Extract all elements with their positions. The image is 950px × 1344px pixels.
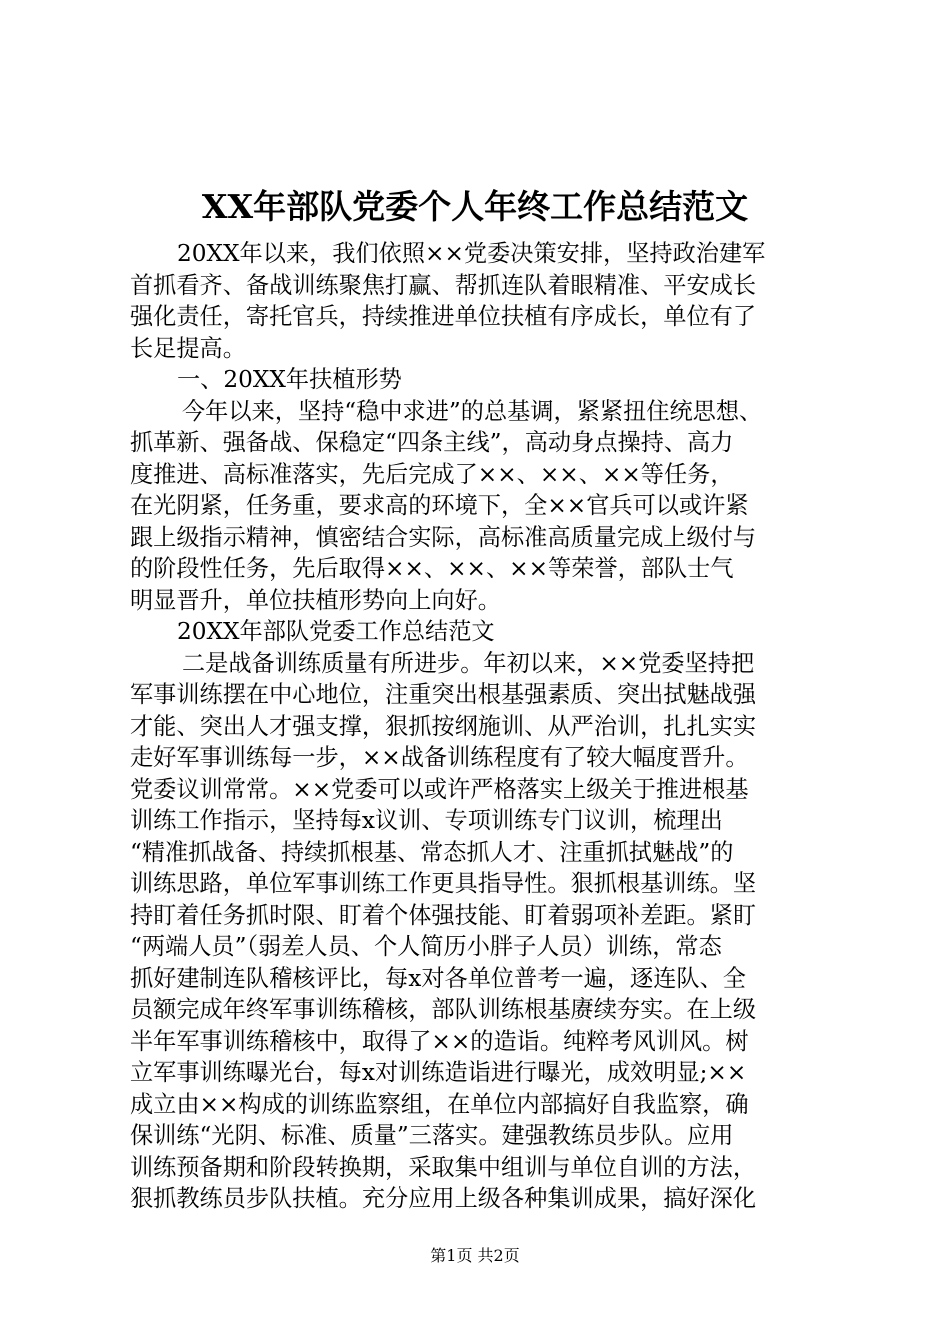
paragraph-line: 才能、突出人才强支撑，狠抓按纲施训、从严治训，扎扎实实 [130, 712, 757, 740]
paragraph-line: 二是战备训练质量有所进步。年初以来，××党委坚持把 [182, 649, 755, 677]
paragraph-line: 抓革新、强备战、保稳定“四条主线”，高动身点操持、高力 [130, 429, 734, 456]
paragraph-line: 走好军事训练每一步，××战备训练程度有了较大幅度晋升。 [130, 744, 749, 771]
page-number: 第1页 共2页 [430, 1246, 520, 1265]
paragraph-line: 保训练“光阴、标准、质量”三落实。建强教练员步队。应用 [130, 1122, 734, 1149]
paragraph-line: 今年以来，坚持“稳中求进”的总基调，紧紧扭住统思想、 [182, 397, 763, 425]
paragraph-line: 训练思路，单位军事训练工作更具指导性。狠抓根基训练。坚 [130, 870, 757, 897]
paragraph-line: 成立由××构成的训练监察组，在单位内部搞好自我监察，确 [130, 1090, 749, 1118]
paragraph-line: 首抓看齐、备战训练聚焦打赢、帮抓连队着眼精准、平安成长 [130, 271, 757, 299]
paragraph-line: 半年军事训练稽核中，取得了××的造诣。纯粹考风训风。树 [130, 1027, 749, 1055]
section-heading: 一、20XX年扶植形势 [177, 366, 402, 393]
paragraph-line: 度推进、高标准落实，先后完成了××、××、××等任务， [130, 460, 734, 488]
paragraph-line: 长足提高。 [130, 334, 246, 362]
section-heading: 20XX年部队党委工作总结范文 [177, 618, 495, 645]
paragraph-line: 抓好建制连队稽核评比，每x对各单位普考一遍，逐连队、全 [130, 964, 746, 992]
paragraph-line: “精准抓战备、持续抓根基、常态抓人才、注重抓拭魅战”的 [130, 838, 734, 866]
paragraph-line: 党委议训常常。××党委可以或许严格落实上级关于推进根基 [130, 775, 749, 803]
paragraph-line: 持盯着任务抓时限、盯着个体强技能、盯着弱项补差距。紧盯 [130, 901, 757, 929]
paragraph-line: 训练工作指示，坚持每x议训、专项训练专门议训，梳理出 [130, 807, 723, 834]
paragraph-line: 20XX年以来，我们依照××党委决策安排，坚持政治建军 [177, 240, 766, 267]
paragraph-line: 强化责任，寄托官兵，持续推进单位扶植有序成长，单位有了 [130, 303, 757, 330]
document-body [130, 238, 830, 1215]
document-title: XX年部队党委个人年终工作总结范文 [201, 187, 749, 226]
paragraph-line: 在光阴紧，任务重，要求高的环境下，全××官兵可以或许紧 [130, 492, 749, 519]
paragraph-line: 的阶段性任务，先后取得××、××、××等荣誉，部队士气 [130, 555, 734, 582]
paragraph-line: “两端人员”（弱差人员、个人简历小胖子人员）训练，常态 [130, 933, 722, 960]
paragraph-line: 立军事训练曝光台，每x对训练造诣进行曝光，成效明显;×× [130, 1059, 747, 1086]
paragraph-line: 跟上级指示精神，慎密结合实际，高标准高质量完成上级付与 [130, 523, 757, 551]
paragraph-line: 训练预备期和阶段转换期，采取集中组训与单位自训的方法， [130, 1153, 757, 1181]
paragraph-line: 明显晋升，单位扶植形势向上向好。 [130, 586, 501, 614]
paragraph-line: 员额完成年终军事训练稽核，部队训练根基赓续夯实。在上级 [130, 996, 757, 1023]
paragraph-line: 军事训练摆在中心地位，注重突出根基强素质、突出拭魅战强 [130, 681, 757, 708]
paragraph-line: 狠抓教练员步队扶植。充分应用上级各种集训成果，搞好深化 [130, 1185, 757, 1212]
